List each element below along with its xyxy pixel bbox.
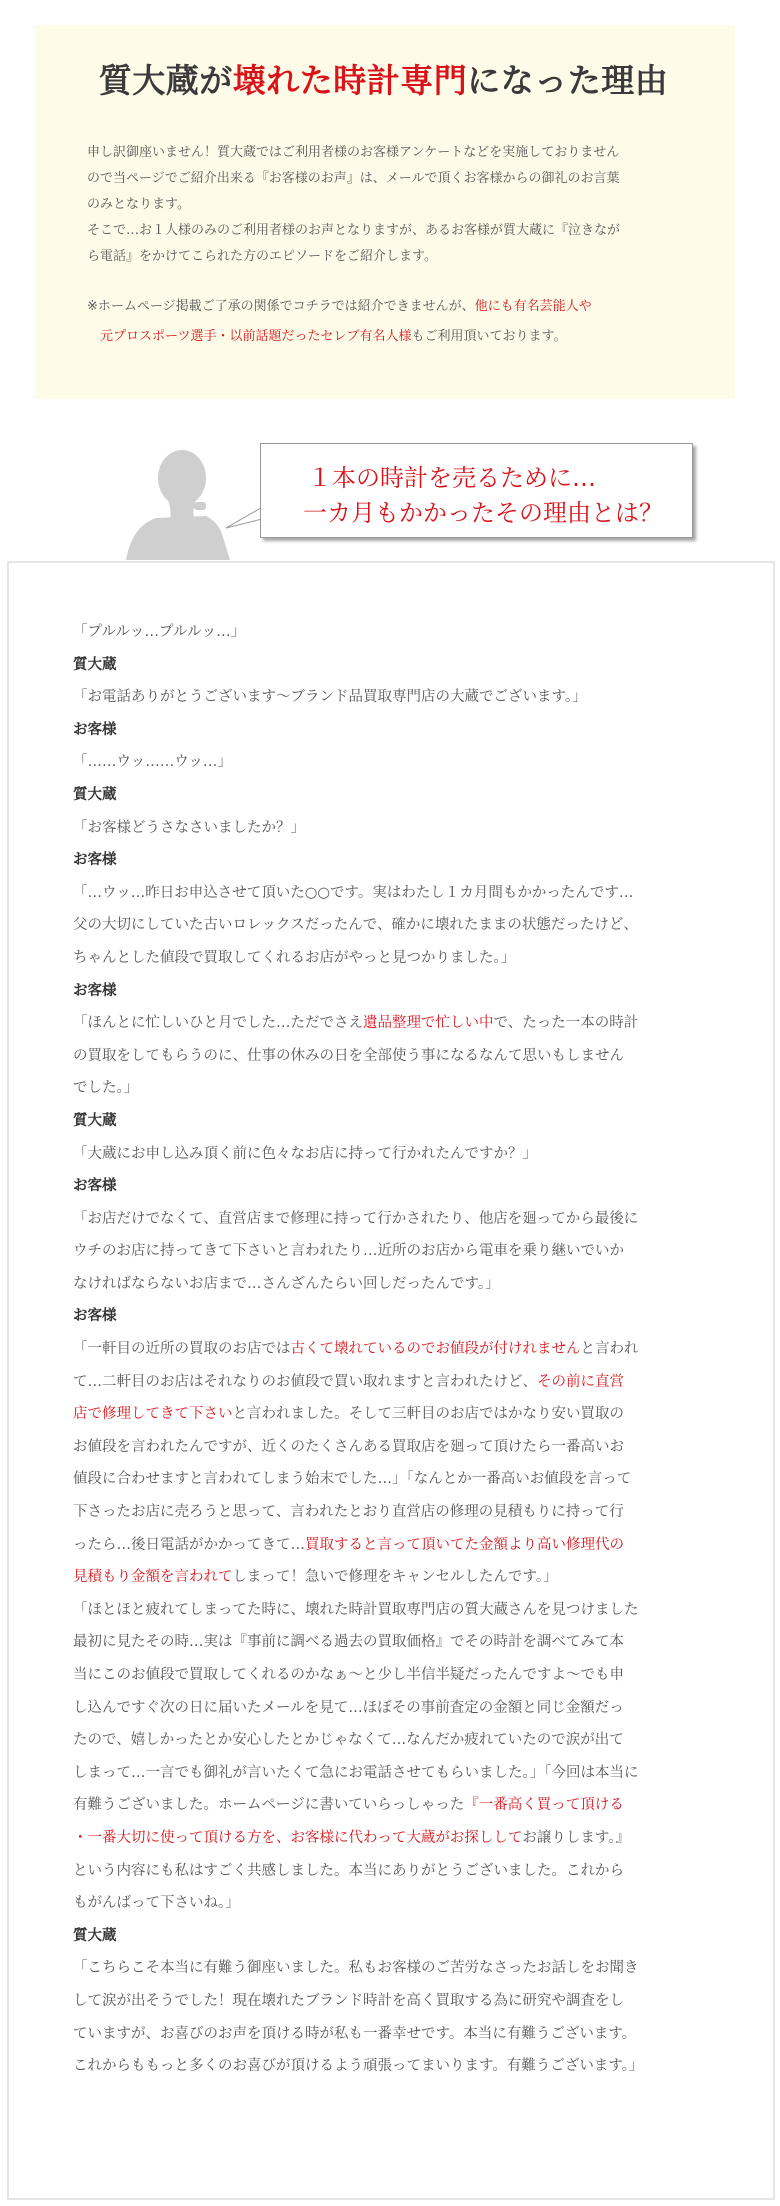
dialogue-line bbox=[73, 1659, 773, 1692]
line-text: 「ほとほと疲れてしまってた時に、壊れた時計買取専門店の質大蔵さんを見つけました bbox=[73, 1601, 639, 1618]
highlight-text: 古くて壊れているのでお値段が付けれません bbox=[290, 1341, 581, 1358]
line-text: 「ほんとに忙しいひと月でした…ただでさえ bbox=[73, 1015, 363, 1032]
dialogue-line bbox=[73, 1626, 773, 1659]
dialogue-line bbox=[73, 1268, 773, 1301]
line-text: で、たった一本の時計 bbox=[493, 1015, 639, 1032]
dialogue-line bbox=[73, 1138, 773, 1171]
line-text: お譲りします。』 bbox=[522, 1829, 630, 1846]
line-text: 質大蔵 bbox=[73, 656, 117, 673]
dialogue-line bbox=[73, 1594, 773, 1627]
dialogue-line bbox=[73, 746, 773, 779]
intro-line: ら電話』をかけてこられた方のエピソードをご紹介します。 bbox=[87, 249, 437, 264]
dialogue-line bbox=[73, 1757, 773, 1790]
dialogue-line bbox=[73, 1789, 773, 1822]
line-text: お客様 bbox=[73, 721, 117, 738]
line-text: もがんばって下さいね。」 bbox=[73, 1895, 240, 1912]
intro-line: のみとなります。 bbox=[87, 197, 190, 212]
line-text: お客様 bbox=[73, 1308, 117, 1325]
dialogue-line bbox=[73, 1203, 773, 1236]
line-text: 「大蔵にお申し込み頂く前に色々なお店に持って行かれたんですか？」 bbox=[73, 1145, 537, 1162]
line-text: と言われ bbox=[580, 1341, 639, 1358]
highlight-text: その前に直営 bbox=[537, 1373, 624, 1390]
line-text: 「一軒目の近所の買取のお店では bbox=[73, 1341, 291, 1358]
dialogue-line bbox=[73, 1431, 773, 1464]
line-text: 「お店だけでなくて、直営店まで修理に持って行かされたり、他店を廻ってから最後に bbox=[73, 1210, 639, 1227]
highlight-text: 店で修理してきて下さい bbox=[73, 1406, 233, 1423]
note-text: もご利用頂いております。 bbox=[411, 329, 567, 344]
speaker-label bbox=[73, 779, 773, 812]
dialogue-line bbox=[73, 2018, 773, 2051]
line-text: しまって！急いで修理をキャンセルしたんです。」 bbox=[232, 1569, 558, 1586]
dialogue-line bbox=[73, 1692, 773, 1725]
dialogue-line bbox=[73, 1561, 773, 1594]
line-text: 最初に見たその時…実は『事前に調べる過去の買取価格』でその時計を調べてみて本 bbox=[73, 1634, 624, 1651]
speaker-label bbox=[73, 1920, 773, 1953]
line-text: お客様 bbox=[73, 852, 117, 869]
line-text: たので、嬉しかったとか安心したとかじゃなくて…なんだか疲れていたので涙が出て bbox=[73, 1732, 624, 1749]
line-text: という内容にも私はすごく共感しました。本当にありがとうございました。これから bbox=[73, 1862, 624, 1879]
dialogue-line bbox=[73, 909, 773, 942]
highlight-text: 『一番高く買って頂ける bbox=[464, 1797, 624, 1814]
line-text: 「……ウッ……ウッ…」 bbox=[73, 754, 232, 771]
line-text: 「プルルッ…プルルッ…」 bbox=[73, 624, 246, 640]
dialogue-line bbox=[73, 681, 773, 714]
note-highlight: 元プロスポーツ選手・以前話題だったセレブ有名人様 bbox=[100, 329, 412, 344]
dialogue-line bbox=[73, 812, 773, 845]
dialogue-line bbox=[73, 2050, 773, 2083]
title-highlight: 壊れた時計専門 bbox=[232, 61, 468, 100]
dialogue-line bbox=[73, 1855, 773, 1888]
speaker-label bbox=[73, 649, 773, 682]
highlight-text: 買取すると言って頂いてた金額より高い修理代の bbox=[305, 1536, 624, 1553]
speaker-label bbox=[73, 844, 773, 877]
speaker-label bbox=[73, 1300, 773, 1333]
line-text: しまって…一言でも御礼が言いたくて急にお電話させてもらいました。」「今回は本当に bbox=[73, 1764, 639, 1781]
speaker-label bbox=[73, 1105, 773, 1138]
highlight-text: 遺品整理で忙しい中 bbox=[363, 1015, 494, 1032]
speech-bubble bbox=[260, 443, 693, 538]
dialogue-line bbox=[73, 1463, 773, 1496]
intro-note bbox=[87, 292, 680, 352]
line-text: 「…ウッ…昨日お申込させて頂いた○○です。実はわたし１カ月間もかかったんです… bbox=[73, 884, 634, 901]
line-text: て…二軒目のお店はそれなりのお値段で買い取れますと言われたけど、 bbox=[73, 1373, 537, 1390]
dialogue-line bbox=[73, 1007, 773, 1040]
intro-line: 申し訳御座いません！質大蔵ではご利用者様のお客様アンケートなどを実施しておりません bbox=[87, 145, 620, 160]
note-text: ※ホームページ掲載ご了承の関係でコチラでは紹介できませんが、 bbox=[87, 299, 475, 314]
title-part: 質大蔵が bbox=[98, 61, 233, 100]
dialogue-line bbox=[73, 1496, 773, 1529]
line-text: と言われました。そして三軒目のお店ではかなり安い買取の bbox=[232, 1406, 624, 1423]
line-text: ていますが、お喜びのお声を頂ける時が私も一番幸せです。本当に有難うございます。 bbox=[73, 2025, 637, 2042]
line-text: お客様 bbox=[73, 982, 117, 999]
line-text: 値段に合わせますと言われてしまう始末でした…」「なんとか一番高いお値段を言って bbox=[73, 1471, 632, 1488]
dialogue-line bbox=[73, 616, 773, 649]
dialogue-line bbox=[73, 1822, 773, 1855]
highlight-text: 見積もり金額を言われて bbox=[73, 1569, 233, 1586]
story-box bbox=[7, 561, 775, 2200]
line-text: 下さったお店に売ろうと思って、言われたとおり直営店の修理の見積もりに持って行 bbox=[73, 1504, 624, 1521]
dialogue-line bbox=[73, 1040, 773, 1073]
dialogue-line bbox=[73, 1887, 773, 1920]
line-text: 父の大切にしていた古いロレックスだったんで、確かに壊れたままの状態だったけど、 bbox=[73, 917, 638, 934]
dialogue-line bbox=[73, 1072, 773, 1105]
line-text: の買取をしてもらうのに、仕事の休みの日を全部使う事になるなんて思いもしません bbox=[73, 1047, 624, 1064]
line-text: ったら…後日電話がかかってきて… bbox=[73, 1536, 305, 1553]
intro-box bbox=[35, 25, 735, 399]
bubble-line: １本の時計を売るために… bbox=[308, 464, 596, 492]
line-text: 「お電話ありがとうございます〜ブランド品買取専門店の大蔵でございます。」 bbox=[73, 689, 587, 706]
line-text: 質大蔵 bbox=[73, 786, 117, 803]
line-text: お客様 bbox=[73, 1178, 117, 1195]
line-text: でした。」 bbox=[73, 1080, 139, 1097]
intro-text bbox=[87, 140, 680, 270]
dialogue-line bbox=[73, 1398, 773, 1431]
dialogue-line bbox=[73, 1985, 773, 2018]
dialogue-line bbox=[73, 1366, 773, 1399]
line-text: お値段を言われたんですが、近くのたくさんある買取店を廻って頂けたら一番高いお bbox=[73, 1438, 624, 1455]
line-text: ウチのお店に持ってきて下さいと言われたり…近所のお店から電車を乗り継いでいか bbox=[73, 1243, 624, 1260]
line-text: なければならないお店まで…さんざんたらい回しだったんです。」 bbox=[73, 1275, 500, 1292]
dialogue-line bbox=[73, 1333, 773, 1366]
intro-line: そこで…お１人様のみのご利用者様のお声となりますが、あるお客様が質大蔵に『泣きなが bbox=[87, 223, 621, 238]
line-text: して涙が出そうでした！現在壊れたブランド時計を高く買取する為に研究や調査をし bbox=[73, 1992, 624, 2009]
line-text: 有難うございました。ホームページに書いていらっしゃった bbox=[73, 1797, 465, 1814]
line-text: ちゃんとした値段で買取してくれるお店がやっと見つかりました。」 bbox=[73, 949, 516, 966]
bubble-line: 一カ月もかかったその理由とは？ bbox=[303, 499, 663, 527]
line-text: 「こちらこそ本当に有難う御座いました。私もお客様のご苦労なさったお話しをお聞き bbox=[73, 1960, 639, 1977]
dialogue-line bbox=[73, 1235, 773, 1268]
line-text: 質大蔵 bbox=[73, 1927, 117, 1944]
dialogue-line bbox=[73, 1724, 773, 1757]
dialogue-line bbox=[73, 1952, 773, 1985]
page-title bbox=[87, 55, 680, 102]
intro-line: ので当ページでご紹介出来る『お客様のお声』は、メールで頂くお客様からの御礼のお言葉 bbox=[87, 171, 620, 186]
title-part: になった理由 bbox=[467, 61, 669, 100]
dialogue-line bbox=[73, 877, 773, 910]
dialogue-line bbox=[73, 1529, 773, 1562]
line-text: 当にこのお値段で買取してくれるのかなぁ〜と少し半信半疑だったんですよ〜でも申 bbox=[73, 1667, 624, 1683]
speaker-label bbox=[73, 975, 773, 1008]
line-text: これからももっと多くのお喜びが頂けるよう頑張ってまいります。有難うございます。」 bbox=[73, 2058, 644, 2075]
dialogue-line bbox=[73, 942, 773, 975]
highlight-text: ・一番大切に使って頂ける方を、お客様に代わって大蔵がお探しして bbox=[73, 1829, 523, 1846]
speaker-label bbox=[73, 714, 773, 747]
line-text: し込んですぐ次の日に届いたメールを見て…ほぼその事前査定の金額と同じ金額だっ bbox=[73, 1699, 624, 1716]
line-text: 「お客様どうさなさいましたか？」 bbox=[73, 819, 305, 836]
note-highlight: 他にも有名芸能人や bbox=[474, 299, 592, 314]
customer-silhouette-icon bbox=[126, 442, 236, 560]
speaker-label bbox=[73, 1170, 773, 1203]
line-text: 質大蔵 bbox=[73, 1112, 117, 1129]
